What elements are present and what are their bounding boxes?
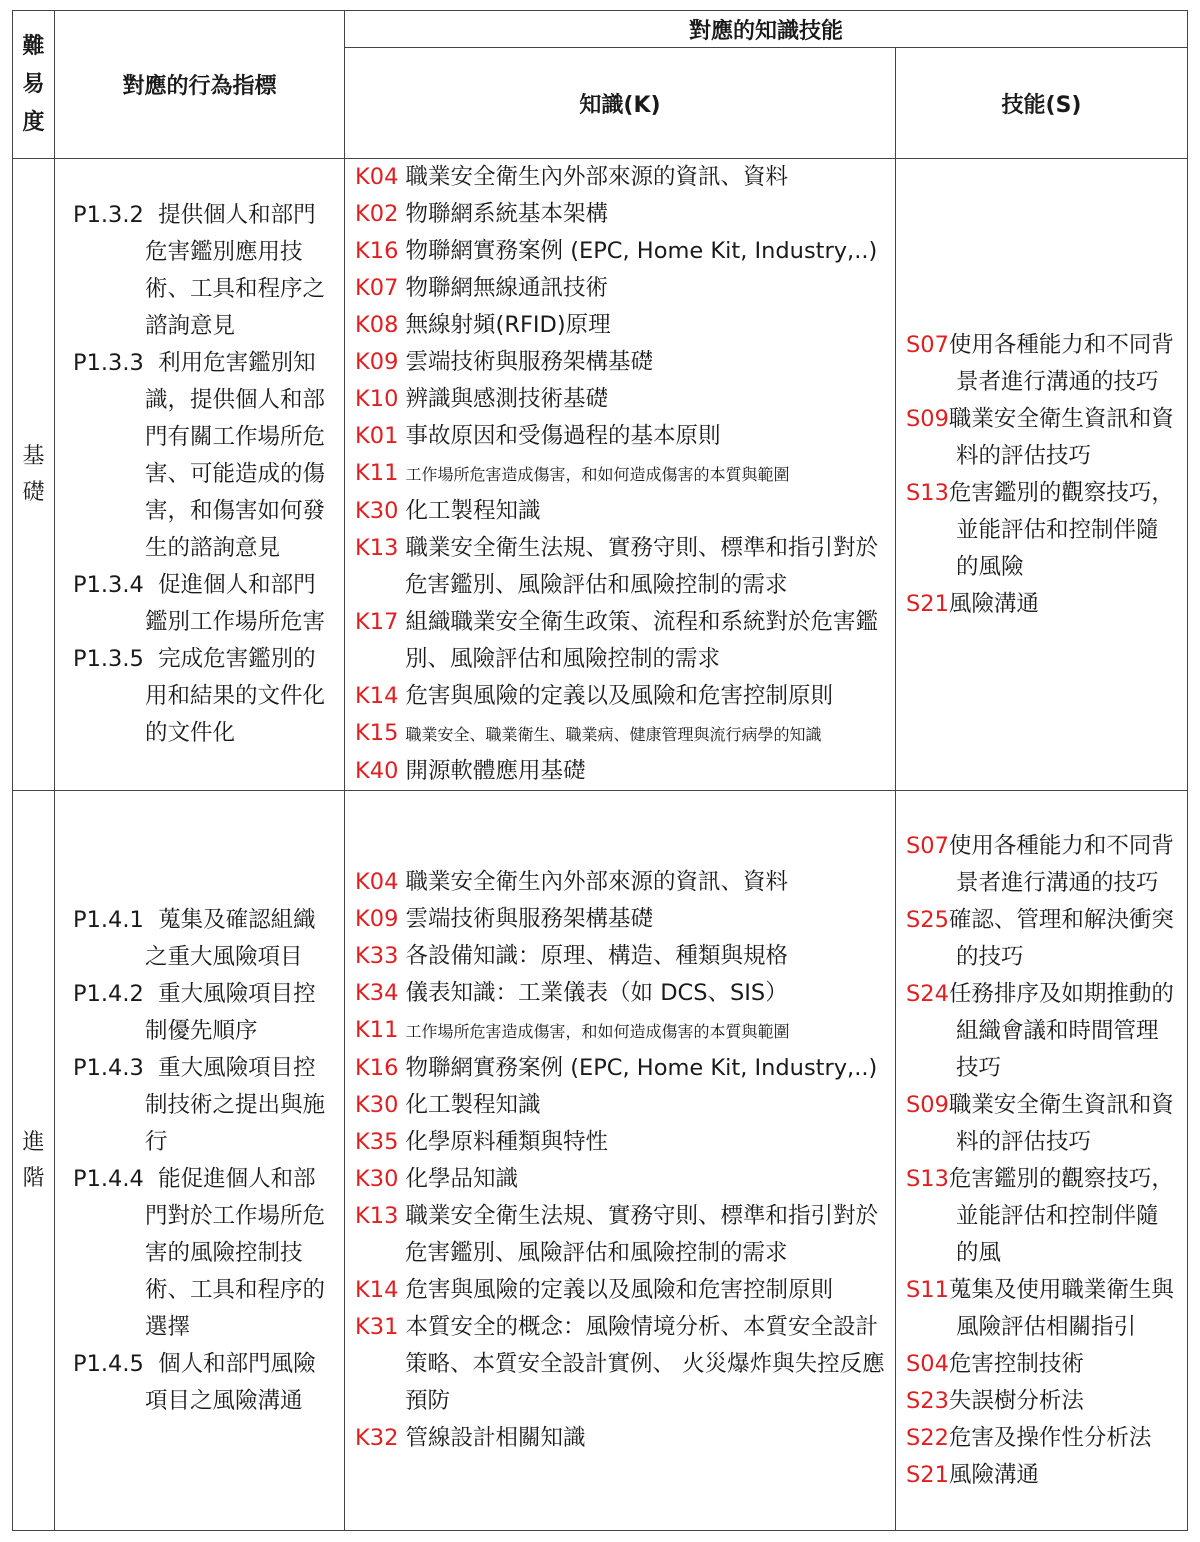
knowledge-header: 知識(K) (345, 48, 896, 159)
knowledge-text: 化工製程知識 (405, 1092, 541, 1118)
knowledge-item (355, 1272, 885, 1309)
knowledge-code: K30 (355, 1166, 399, 1192)
knowledge-item (355, 344, 885, 381)
skill-text: 危害鑑別的觀察技巧，並能評估和控制伴隨的風 (948, 1165, 1174, 1266)
skill-code: S09 (906, 1091, 949, 1118)
skill-text: 使用各種能力和不同背景者進行溝通的技巧 (948, 832, 1174, 896)
knowledge-code: K10 (355, 386, 399, 412)
knowledge-code: K04 (355, 164, 399, 190)
indicator-list (55, 159, 345, 791)
skill-code: S25 (906, 906, 949, 933)
knowledge-code: K34 (355, 980, 399, 1006)
knowledge-item (355, 159, 885, 196)
skill-text: 危害鑑別的觀察技巧，並能評估和控制伴隨的風險 (948, 479, 1174, 580)
skills-header: 技能(S) (896, 48, 1188, 159)
indicator-text: 促進個人和部門鑑別工作場所危害 (145, 572, 326, 635)
indicator-item (73, 567, 334, 641)
skill-text: 使用各種能力和不同背景者進行溝通的技巧 (948, 331, 1174, 395)
skill-text: 風險溝通 (948, 1461, 1039, 1488)
indicator-code: P1.3.2 (73, 202, 144, 228)
skill-item (906, 1346, 1177, 1383)
indicator-text: 完成危害鑑別的用和結果的文件化的文件化 (145, 646, 326, 746)
indicator-code: P1.4.5 (73, 1350, 144, 1377)
table-row (13, 159, 1188, 791)
knowledge-item (355, 864, 885, 901)
skill-item (906, 475, 1177, 586)
knowledge-code: K16 (355, 238, 399, 264)
knowledge-text: 無線射頻(RFID)原理 (405, 312, 611, 338)
knowledge-text: 管線設計相關知識 (405, 1425, 586, 1451)
skills-list (896, 791, 1188, 1531)
difficulty-level-char: 礎 (22, 479, 45, 505)
skill-text: 危害控制技術 (948, 1350, 1084, 1377)
difficulty-char: 難 (22, 33, 45, 59)
knowledge-code: K09 (355, 349, 399, 375)
knowledge-code: K04 (355, 869, 399, 895)
skill-code: S23 (906, 1387, 949, 1414)
indicator-text: 蒐集及確認組織之重大風險項目 (145, 906, 316, 970)
knowledge-item (355, 1012, 885, 1050)
skill-text: 任務排序及如期推動的組織會議和時間管理技巧 (948, 980, 1174, 1081)
knowledge-text: 職業安全衛生法規、實務守則、標準和指引對於危害鑑別、風險評估和風險控制的需求 (405, 1203, 879, 1266)
skill-code: S24 (906, 980, 949, 1007)
knowledge-code: K11 (355, 460, 399, 486)
knowledge-text: 辨識與感測技術基礎 (405, 386, 609, 412)
knowledge-text: 危害與風險的定義以及風險和危害控制原則 (405, 683, 834, 709)
skill-code: S21 (906, 590, 949, 617)
knowledge-text: 職業安全衛生法規、實務守則、標準和指引對於危害鑑別、風險評估和風險控制的需求 (405, 535, 879, 598)
skill-text: 職業安全衛生資訊和資料的評估技巧 (948, 405, 1174, 469)
skill-code: S13 (906, 479, 949, 506)
knowledge-code: K31 (355, 1314, 399, 1340)
knowledge-code: K33 (355, 943, 399, 969)
skill-code: S04 (906, 1350, 949, 1377)
knowledge-code: K17 (355, 609, 399, 635)
indicator-item (73, 1161, 334, 1346)
skill-item (906, 1087, 1177, 1161)
knowledge-text: 化學品知識 (405, 1166, 519, 1192)
knowledge-code: K01 (355, 423, 399, 449)
knowledge-item (355, 1309, 885, 1420)
knowledge-text: 職業安全、職業衛生、職業病、健康管理與流行病學的知識 (405, 725, 822, 744)
indicator-item (73, 1050, 334, 1161)
knowledge-text: 組織職業安全衛生政策、流程和系統對於危害鑑別、風險評估和風險控制的需求 (405, 609, 879, 672)
skill-item (906, 401, 1177, 475)
competency-table (12, 10, 1188, 1531)
knowledge-code: K13 (355, 1203, 399, 1229)
skill-text: 蒐集及使用職業衛生與風險評估相關指引 (948, 1276, 1174, 1340)
knowledge-code: K35 (355, 1129, 399, 1155)
indicator-code: P1.4.2 (73, 980, 144, 1007)
difficulty-char: 度 (22, 109, 45, 135)
knowledge-text: 事故原因和受傷過程的基本原則 (405, 423, 721, 449)
knowledge-code: K40 (355, 758, 399, 784)
knowledge-text: 物聯網無線通訊技術 (405, 275, 609, 301)
skill-code: S07 (906, 832, 949, 859)
knowledge-item (355, 1124, 885, 1161)
skill-code: S11 (906, 1276, 949, 1303)
knowledge-item (355, 1198, 885, 1272)
knowledge-item (355, 938, 885, 975)
skill-item (906, 1457, 1177, 1494)
difficulty-header (13, 11, 55, 159)
knowledge-text: 化工製程知識 (405, 498, 541, 524)
skills-list (896, 159, 1188, 791)
knowledge-item (355, 270, 885, 307)
knowledge-item (355, 1161, 885, 1198)
indicator-item (73, 902, 334, 976)
knowledge-code: K30 (355, 498, 399, 524)
knowledge-text: 化學原料種類與特性 (405, 1129, 609, 1155)
knowledge-item (355, 233, 885, 270)
skill-item (906, 976, 1177, 1087)
knowledge-item (355, 1087, 885, 1124)
indicator-item (73, 197, 334, 345)
knowledge-item (355, 493, 885, 530)
skill-item (906, 586, 1177, 623)
knowledge-item (355, 1420, 885, 1457)
knowledge-code: K02 (355, 201, 399, 227)
knowledge-code: K32 (355, 1425, 399, 1451)
knowledge-code: K30 (355, 1092, 399, 1118)
knowledge-code: K14 (355, 1277, 399, 1303)
knowledge-text: 各設備知識：原理、構造、種類與規格 (405, 943, 789, 969)
skill-text: 危害及操作性分析法 (948, 1424, 1152, 1451)
difficulty-level (13, 159, 55, 791)
indicator-text: 提供個人和部門危害鑑別應用技術、工具和程序之諮詢意見 (145, 202, 326, 339)
indicator-list (55, 791, 345, 1531)
skill-item (906, 327, 1177, 401)
knowledge-code: K16 (355, 1055, 399, 1081)
skill-code: S09 (906, 405, 949, 432)
knowledge-code: K08 (355, 312, 399, 338)
knowledge-text: 危害與風險的定義以及風險和危害控制原則 (405, 1277, 834, 1303)
knowledge-item (355, 901, 885, 938)
knowledge-text: 雲端技術與服務架構基礎 (405, 349, 654, 375)
skill-text: 職業安全衛生資訊和資料的評估技巧 (948, 1091, 1174, 1155)
indicator-text: 利用危害鑑別知識，提供個人和部門有關工作場所危害、可能造成的傷害，和傷害如何發生的諮詢意見 (145, 350, 326, 561)
knowledge-text: 儀表知識：工業儀表（如 DCS、SIS） (405, 980, 788, 1006)
indicator-code: P1.3.5 (73, 646, 144, 672)
skill-item (906, 828, 1177, 902)
indicator-code: P1.3.4 (73, 572, 144, 598)
knowledge-text: 本質安全的概念：風險情境分析、本質安全設計策略、本質安全設計實例、 火災爆炸與失控反應預防 (405, 1314, 885, 1414)
knowledge-item (355, 307, 885, 344)
knowledge-text: 工作場所危害造成傷害，和如何造成傷害的本質與範圍 (405, 1022, 790, 1041)
knowledge-item (355, 715, 885, 753)
knowledge-item (355, 604, 885, 678)
knowledge-code: K07 (355, 275, 399, 301)
skill-code: S07 (906, 331, 949, 358)
skill-item (906, 1383, 1177, 1420)
difficulty-level (13, 791, 55, 1531)
table-row (13, 791, 1188, 1531)
knowledge-text: 物聯網實務案例 (EPC, Home Kit, Industry,..) (405, 1055, 878, 1081)
knowledge-text: 職業安全衛生內外部來源的資訊、資料 (405, 164, 789, 190)
indicator-item (73, 345, 334, 567)
indicator-text: 能促進個人和部門對於工作場所危害的風險控制技術、工具和程序的選擇 (145, 1165, 326, 1340)
knowledge-code: K11 (355, 1017, 399, 1043)
knowledge-code: K15 (355, 720, 399, 746)
skill-text: 風險溝通 (948, 590, 1039, 617)
indicator-item (73, 976, 334, 1050)
difficulty-char: 易 (22, 71, 45, 97)
difficulty-level-char: 進 (22, 1129, 45, 1155)
indicator-code: P1.4.1 (73, 906, 144, 933)
skill-text: 失誤樹分析法 (948, 1387, 1084, 1414)
difficulty-level-char: 基 (22, 443, 45, 469)
knowledge-item (355, 455, 885, 493)
knowledge-text: 工作場所危害造成傷害，和如何造成傷害的本質與範圍 (405, 465, 790, 484)
difficulty-level-char: 階 (22, 1165, 45, 1191)
skill-item (906, 1420, 1177, 1457)
skill-item (906, 1161, 1177, 1272)
skill-text: 確認、管理和解決衝突的技巧 (948, 906, 1174, 970)
skill-code: S21 (906, 1461, 949, 1488)
indicator-item (73, 1346, 334, 1420)
knowledge-code: K14 (355, 683, 399, 709)
knowledge-item (355, 678, 885, 715)
knowledge-list (345, 159, 896, 791)
knowledge-list (345, 791, 896, 1531)
indicator-text: 個人和部門風險項目之風險溝通 (145, 1350, 316, 1414)
skill-item (906, 902, 1177, 976)
knowledge-text: 物聯網實務案例 (EPC, Home Kit, Industry,..) (405, 238, 878, 264)
indicator-code: P1.4.3 (73, 1054, 144, 1081)
knowledge-item (355, 1050, 885, 1087)
indicator-code: P1.4.4 (73, 1165, 144, 1192)
indicator-item (73, 641, 334, 752)
indicator-text: 重大風險項目控制優先順序 (145, 980, 316, 1044)
knowledge-code: K13 (355, 535, 399, 561)
knowledge-item (355, 753, 885, 790)
skill-item (906, 1272, 1177, 1346)
skills-group-header: 對應的知識技能 (345, 11, 1188, 48)
knowledge-item (355, 196, 885, 233)
knowledge-text: 物聯網系統基本架構 (405, 201, 609, 227)
indicator-code: P1.3.3 (73, 350, 144, 376)
knowledge-item (355, 381, 885, 418)
indicator-text: 重大風險項目控制技術之提出與施行 (145, 1054, 326, 1155)
indicator-header: 對應的行為指標 (55, 11, 345, 159)
knowledge-item (355, 418, 885, 455)
knowledge-item (355, 975, 885, 1012)
skill-code: S13 (906, 1165, 949, 1192)
skill-code: S22 (906, 1424, 949, 1451)
knowledge-item (355, 530, 885, 604)
knowledge-code: K09 (355, 906, 399, 932)
knowledge-text: 職業安全衛生內外部來源的資訊、資料 (405, 869, 789, 895)
knowledge-text: 開源軟體應用基礎 (405, 758, 586, 784)
knowledge-text: 雲端技術與服務架構基礎 (405, 906, 654, 932)
